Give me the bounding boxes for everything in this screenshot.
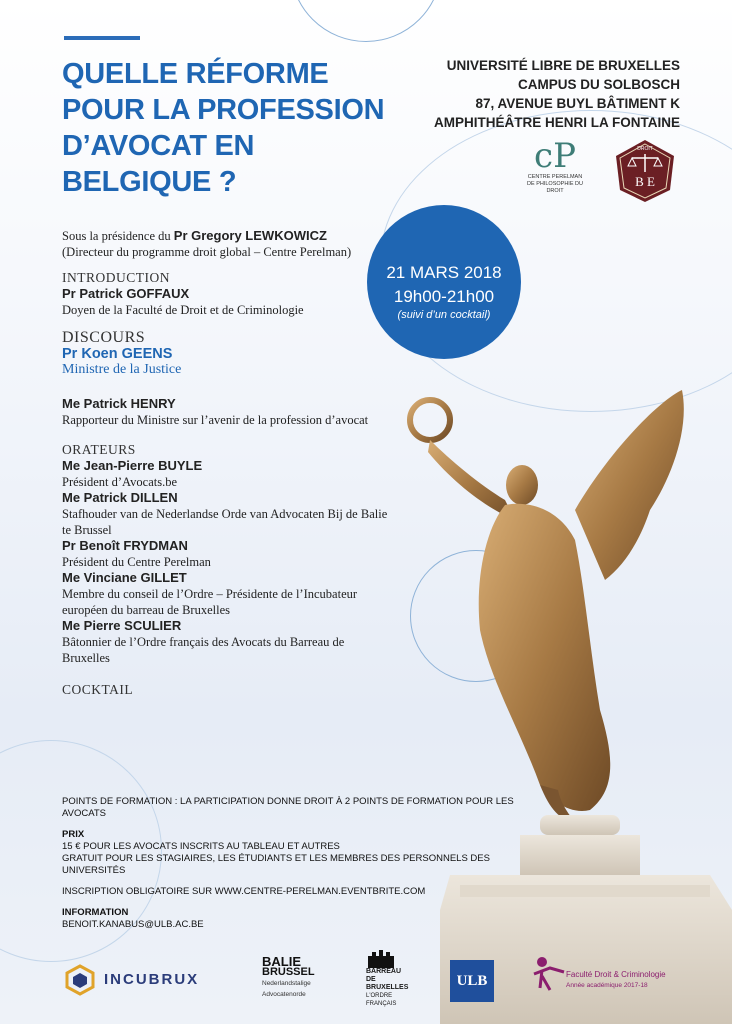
perelman-caption: CENTRE PERELMAN (527, 174, 583, 180)
information-block (62, 907, 532, 931)
balie-text: Advocatenorde (262, 991, 306, 998)
be-top-text: DROIT (637, 146, 653, 152)
venue-address (434, 56, 680, 132)
program (62, 228, 402, 698)
section-heading-discours: DISCOURS (62, 329, 146, 346)
speaker-name: Pr Koen GEENS (62, 346, 173, 362)
presidency (62, 228, 402, 244)
title-line: BELGIQUE ? (62, 166, 237, 198)
balie-logo (262, 956, 332, 1000)
speaker-name: Me Vinciane GILLET (62, 570, 187, 585)
perelman-logo (520, 138, 590, 195)
speaker-role: Bâtonnier de l’Ordre français des Avocats du Barreau de Bruxelles (62, 635, 345, 665)
section-heading-orateurs: ORATEURS (62, 442, 136, 457)
formation-points: POINTS DE FORMATION : LA PARTICIPATION DONNE DROIT À 2 POINTS DE FORMATION POUR LES AVOCATS (62, 796, 514, 819)
presidency-prefix: Sous la présidence du (62, 229, 174, 243)
hexagon-icon (64, 964, 96, 996)
speaker-role: Stafhouder van de Nederlandse Orde van Advocaten Bij de Balie te Brussel (62, 507, 388, 537)
speaker-name: Me Patrick HENRY (62, 396, 176, 411)
be-letters: B E (635, 174, 655, 189)
title-line: D’AVOCAT EN (62, 130, 255, 162)
incubrux-logo (64, 964, 214, 1000)
barreau-text: DE (366, 976, 376, 983)
event-time: 19h00-21h00 (393, 287, 495, 306)
figure-icon (530, 954, 568, 994)
balie-text: BRUSSEL (262, 966, 315, 978)
speaker-name: Me Jean-Pierre BUYLE (62, 458, 203, 473)
information-label: INFORMATION (62, 907, 129, 918)
scales-icon (612, 138, 678, 204)
section-heading-intro: INTRODUCTION (62, 270, 170, 285)
barreau-bruxelles-logo (366, 950, 426, 1008)
prix-block (62, 829, 532, 877)
venue-line: 87, AVENUE BUYL BÂTIMENT K (475, 96, 680, 111)
prix-line: GRATUIT POUR LES STAGIAIRES, LES ÉTUDIANTS ET LES MEMBRES DES PERSONNELS DES UNIVERSITÉS (62, 853, 490, 876)
speaker-role: Ministre de la Justice (62, 362, 182, 377)
barreau-text: L'ORDRE (366, 993, 393, 999)
title-line: QUELLE RÉFORME (62, 58, 329, 90)
barreau-text: BRUXELLES (366, 984, 409, 991)
practical-info (62, 796, 532, 940)
speaker-role: Président du Centre Perelman (62, 555, 211, 569)
presidency-role: (Directeur du programme droit global – Centre Perelman) (62, 245, 352, 259)
prix-line: 15 € POUR LES AVOCATS INSCRITS AU TABLEAU ET AUTRES (62, 841, 340, 852)
barreau-text: BARREAU (366, 968, 401, 975)
title-accent-bar (64, 36, 140, 40)
section-heading-cocktail: COCKTAIL (62, 682, 134, 697)
speaker-role: Doyen de la Faculté de Droit et de Criminologie (62, 303, 304, 317)
speaker-name: Pr Patrick GOFFAUX (62, 286, 190, 301)
perelman-caption: DE PHILOSOPHIE DU DROIT (527, 181, 583, 194)
speaker-role: Rapporteur du Ministre sur l’avenir de la profession d’avocat (62, 413, 369, 427)
incubrux-text: INCUBRUX (104, 971, 200, 988)
venue-line: CAMPUS DU SOLBOSCH (517, 77, 680, 92)
event-note: (suivi d’un cocktail) (397, 309, 491, 321)
venue-line: AMPHITHÉÂTRE HENRI LA FONTAINE (434, 115, 680, 130)
barreau-text: FRANÇAIS (366, 1001, 397, 1007)
presidency-name: Pr Gregory LEWKOWICZ (173, 228, 327, 243)
speaker-name: Pr Benoît FRYDMAN (62, 538, 188, 553)
page-title (62, 56, 422, 200)
speaker-role: Président d’Avocats.be (62, 475, 178, 489)
castle-icon (366, 950, 396, 968)
speaker-list (62, 458, 392, 666)
contact-email[interactable]: BENOIT.KANABUS@ULB.AC.BE (62, 919, 204, 930)
speaker-name: Me Patrick DILLEN (62, 490, 178, 505)
prix-label: PRIX (62, 829, 85, 840)
title-line: POUR LA PROFESSION (62, 94, 385, 126)
partner-logos (0, 950, 732, 1024)
decorative-circle-top (290, 0, 442, 42)
perelman-mark: cP (534, 136, 576, 176)
speaker-role: Membre du conseil de l’Ordre – Présidente de l’Incubateur européen du barreau de Bruxelles (62, 587, 358, 617)
barreau-be-logo (612, 138, 678, 204)
venue-line: UNIVERSITÉ LIBRE DE BRUXELLES (446, 58, 680, 73)
ulb-logo: ULB (450, 960, 494, 1002)
balie-text: Nederlandstalige (262, 980, 311, 987)
speaker-name: Me Pierre SCULIER (62, 618, 182, 633)
balie-text: BALIE (262, 954, 301, 969)
faculte-year: Année académique 2017-18 (566, 982, 648, 989)
event-date: 21 MARS 2018 (386, 263, 502, 282)
inscription-link[interactable]: INSCRIPTION OBLIGATOIRE SUR WWW.CENTRE-PERELMAN.EVENTBRITE.COM (62, 886, 426, 897)
faculte-text: Faculté Droit & Criminologie (566, 970, 666, 979)
